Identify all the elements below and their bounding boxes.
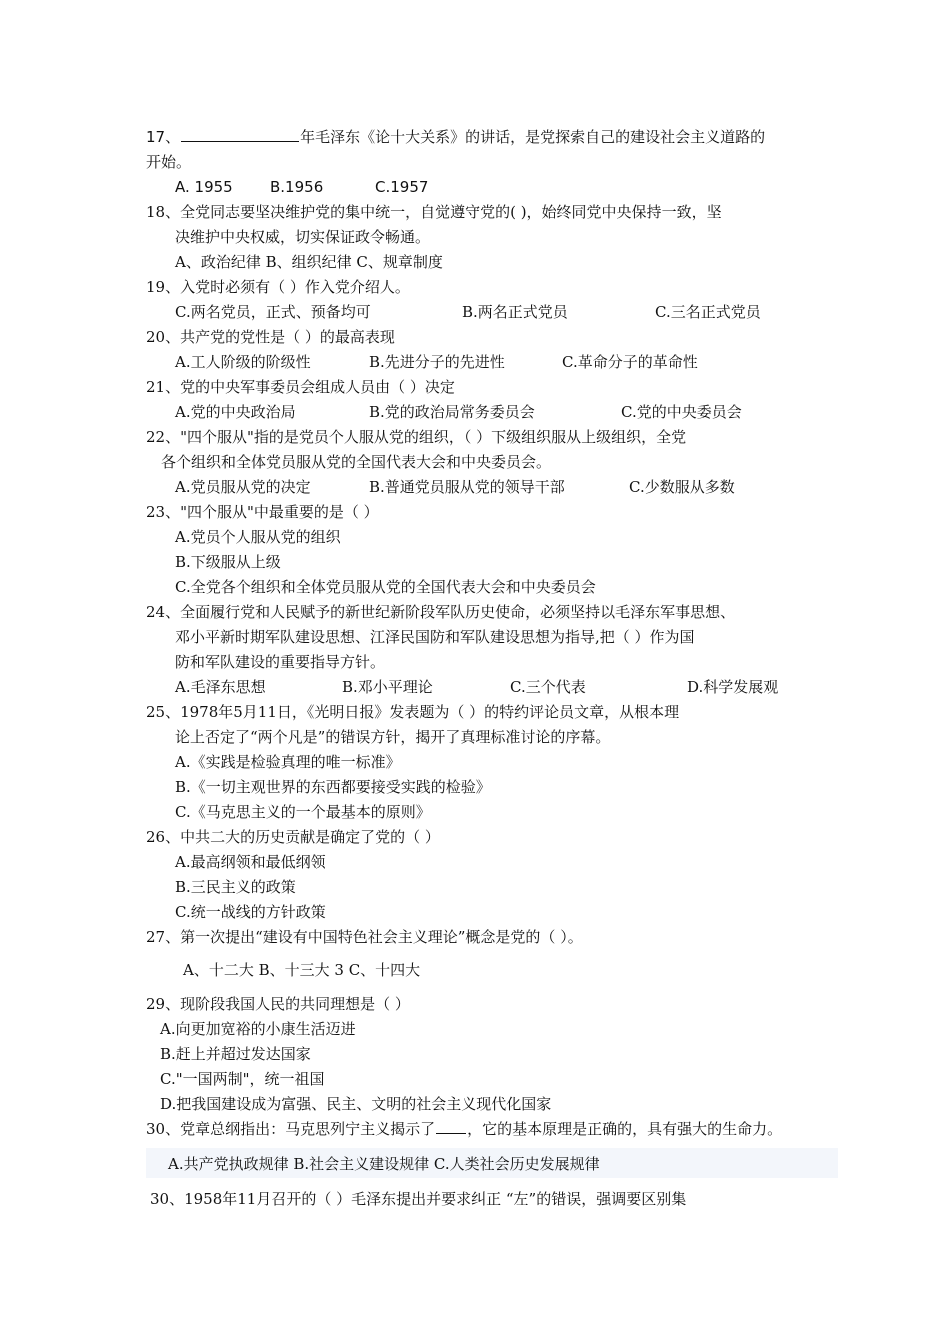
q24-stem-cont-1: 邓小平新时期军队建设思想、江泽民国防和军队建设思想为指导,把（ ）作为国	[175, 628, 695, 646]
q26-option-a[interactable]: A.最高纲领和最低纲领	[175, 853, 326, 871]
q24-option-d[interactable]: D.科学发展观	[687, 678, 779, 696]
q30a-text-before: 30、党章总纲指出：马克思列宁主义揭示了	[146, 1120, 436, 1138]
q30a-options[interactable]: A.共产党执政规律 B.社会主义建设规律 C.人类社会历史发展规律	[168, 1155, 600, 1173]
q17-option-c[interactable]: C.1957	[375, 178, 429, 196]
q29-stem: 29、现阶段我国人民的共同理想是（ ）	[146, 995, 410, 1013]
q27-options[interactable]: A、十二大 B、十三大 3 C、十四大	[183, 961, 421, 979]
q23-option-c[interactable]: C.全党各个组织和全体党员服从党的全国代表大会和中央委员会	[175, 578, 596, 596]
q19-options	[175, 302, 761, 322]
q27-stem: 27、第一次提出“建设有中国特色社会主义理论”概念是党的（ ）。	[146, 928, 583, 946]
q26-stem: 26、中共二大的历史贡献是确定了党的（ ）	[146, 828, 440, 846]
q25-option-b[interactable]: B.《一切主观世界的东西都要接受实践的检验》	[175, 778, 491, 796]
q30a-text-after: ，它的基本原理是正确的，具有强大的生命力。	[467, 1120, 783, 1138]
q30a-stem	[146, 1119, 782, 1139]
q26-option-b[interactable]: B.三民主义的政策	[175, 878, 296, 896]
q20-option-c[interactable]: C.革命分子的革命性	[562, 353, 698, 371]
q21-stem: 21、党的中央军事委员会组成人员由（ ）决定	[146, 378, 455, 396]
q22-option-c[interactable]: C.少数服从多数	[629, 478, 735, 496]
q24-stem-cont-2: 防和军队建设的重要指导方针。	[175, 653, 386, 671]
q29-option-a[interactable]: A.向更加宽裕的小康生活迈进	[160, 1020, 356, 1038]
q17-options	[175, 177, 428, 197]
q20-stem: 20、共产党的党性是（ ）的最高表现	[146, 328, 395, 346]
q17-option-a[interactable]: A. 1955	[175, 178, 233, 196]
q23-stem: 23、"四个服从"中最重要的是（ ）	[146, 503, 379, 521]
q24-option-b[interactable]: B.邓小平理论	[342, 678, 433, 696]
q21-option-c[interactable]: C.党的中央委员会	[621, 403, 742, 421]
q30b-stem: 30、1958年11月召开的（ ）毛泽东提出并要求纠正 “左”的错误，强调要区别集	[150, 1190, 687, 1208]
q17-stem	[146, 127, 765, 147]
q18-stem-cont: 决维护中央权威，切实保证政令畅通。	[175, 228, 431, 246]
q17-stem-cont: 开始。	[146, 153, 192, 171]
q23-option-a[interactable]: A.党员个人服从党的组织	[175, 528, 341, 546]
q22-stem-cont: 各个组织和全体党员服从党的全国代表大会和中央委员会。	[161, 453, 552, 471]
q19-option-1[interactable]: C.两名党员，正式、预备均可	[175, 303, 371, 321]
q29-option-d[interactable]: D.把我国建设成为富强、民主、文明的社会主义现代化国家	[160, 1095, 552, 1113]
q22-options	[175, 477, 735, 497]
q20-option-b[interactable]: B.先进分子的先进性	[369, 353, 505, 371]
q25-stem: 25、1978年5月11日，《光明日报》发表题为（ ）的特约评论员文章，从根本理	[146, 703, 680, 721]
q24-option-a[interactable]: A.毛泽东思想	[175, 678, 266, 696]
q19-option-2[interactable]: B.两名正式党员	[462, 303, 568, 321]
q24-options	[175, 677, 778, 697]
q24-option-c[interactable]: C.三个代表	[510, 678, 586, 696]
q24-stem: 24、全面履行党和人民赋予的新世纪新阶段军队历史使命，必须坚持以毛泽东军事思想、	[146, 603, 736, 621]
q19-option-3[interactable]: C.三名正式党员	[655, 303, 761, 321]
q25-option-c[interactable]: C.《马克思主义的一个最基本的原则》	[175, 803, 431, 821]
q18-stem: 18、全党同志要坚决维护党的集中统一，自觉遵守党的( )，始终同党中央保持一致，坚	[146, 203, 722, 221]
q21-option-a[interactable]: A.党的中央政治局	[175, 403, 296, 421]
q21-option-b[interactable]: B.党的政治局常务委员会	[369, 403, 535, 421]
q25-option-a[interactable]: A.《实践是检验真理的唯一标准》	[175, 753, 401, 771]
q29-option-c[interactable]: C."一国两制"，统一祖国	[160, 1070, 325, 1088]
q17-answer-blank[interactable]	[181, 127, 299, 142]
q20-option-a[interactable]: A.工人阶级的阶级性	[175, 353, 311, 371]
q17-text: 年毛泽东《论十大关系》的讲话，是党探索自己的建设社会主义道路的	[300, 128, 766, 146]
q18-options[interactable]: A、政治纪律 B、组织纪律 C、规章制度	[175, 253, 443, 271]
q22-option-a[interactable]: A.党员服从党的决定	[175, 478, 311, 496]
q22-stem: 22、"四个服从"指的是党员个人服从党的组织，（ ）下级组织服从上级组织，全党	[146, 428, 687, 446]
q17-option-b[interactable]: B.1956	[270, 178, 324, 196]
q21-options	[175, 402, 742, 422]
q25-stem-cont: 论上否定了“两个凡是”的错误方针，揭开了真理标准讨论的序幕。	[175, 728, 611, 746]
q17-number: 17、	[146, 128, 181, 146]
q26-option-c[interactable]: C.统一战线的方针政策	[175, 903, 326, 921]
q29-option-b[interactable]: B.赶上并超过发达国家	[160, 1045, 311, 1063]
q22-option-b[interactable]: B.普通党员服从党的领导干部	[369, 478, 565, 496]
q20-options	[175, 352, 698, 372]
q30a-answer-blank[interactable]	[436, 1119, 466, 1134]
q19-stem: 19、入党时必须有（ ）作入党介绍人。	[146, 278, 410, 296]
q23-option-b[interactable]: B.下级服从上级	[175, 553, 281, 571]
